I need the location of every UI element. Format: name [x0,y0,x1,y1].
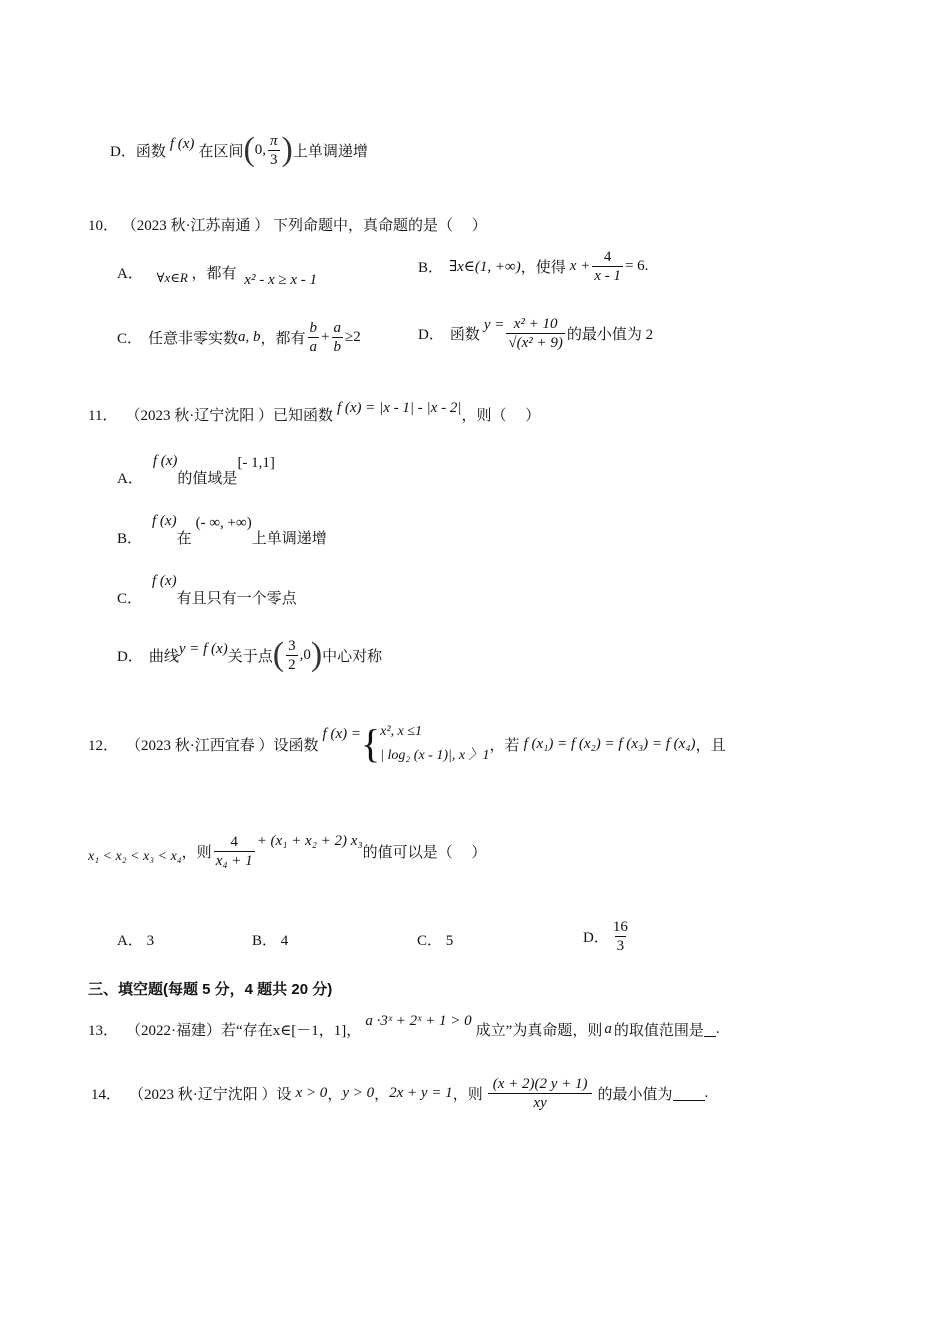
q11-option-b [117,512,327,548]
q14-end: . [704,1084,709,1101]
q11-func: f (x) = |x - 1| - |x - 2| [336,399,462,416]
q9-d-label: D． [110,143,136,160]
q9-option-d [110,128,368,172]
q11-source: （2023 秋·辽宁沈阳 ） [125,407,273,424]
q14-text-2: ，则 [452,1086,483,1103]
q11-b-interval: (- ∞, +∞) [195,515,252,531]
q13 [88,1012,720,1046]
q14-text-3: 的最小值为 [597,1086,673,1103]
q11-a-range: [- 1,1] [237,455,275,471]
q12-stem-2: ，若 [489,737,520,754]
q11-c-func: f (x) [152,573,177,589]
q10-stem-text: 下列命题中，真命题的是（ ） [273,218,487,234]
q12-frac-den: x₄ + 1 [215,852,253,869]
q12-equal-chain: f (x₁) = f (x₂) = f (x₃) = f (x₄) [523,735,696,752]
q12-cases [380,720,489,768]
q10-a-text: ，都有 [191,266,237,282]
q10-c-plus: + [321,328,330,345]
q10-c-ge: ≥2 [345,328,361,345]
q11-d-fraction [286,637,298,674]
right-paren: ) [310,636,323,673]
q12-case-1: x², x ≤1 [380,724,422,739]
q12-stem-5: 的值可以是（ ） [362,844,487,861]
q10-c-label: C． [117,330,143,347]
q11-b-label: B． [117,531,143,547]
q12-stem-line-2 [88,826,486,876]
q12-d-fraction [611,918,630,955]
right-paren: ) [281,131,293,168]
q12-d-num: 16 [612,918,628,935]
q12-stem-3: ，且 [695,737,726,754]
q14-den: xy [488,1093,592,1112]
q12-stem-4: ，则 [181,844,212,861]
q14-num: (x + 2)(2 y + 1) [492,1075,588,1092]
q10-d-fraction [506,315,565,352]
q11-option-c [117,572,297,608]
q12-order: x₁ < x₂ < x₃ < x₄ [88,849,182,864]
q10-c-a-den: b [333,338,342,355]
q11-option-a [117,452,275,488]
q14-answer-blank[interactable] [673,1086,705,1101]
q9-d-pi: π [270,132,278,149]
q10-c-b-num: b [309,319,318,336]
q11-d-point-right: ,0 [299,646,311,663]
q11-number: 11． [88,407,118,424]
q11-a-label: A． [117,471,143,487]
q13-set: x∈[－1，1] [272,1022,347,1039]
q12-option-d [583,914,632,958]
q13-end: . [715,1020,720,1037]
q10-d-num: x² + 10 [513,315,558,332]
q10-c-text-1: 任意非零实数 [148,330,239,347]
q12-d-den: 3 [616,937,625,954]
q10-b-fraction [592,248,623,285]
left-paren: ( [243,131,255,168]
q10-option-b [418,244,648,288]
q9-d-pi-over-3 [268,132,280,169]
q10-b-quant: ∃x∈(1, +∞) [449,258,521,275]
q10-b-end: . [644,257,649,274]
q13-text-4: 的取值范围是 [613,1022,704,1039]
q13-text-1: 若“存在 [221,1022,273,1039]
q10-c-b-den: a [309,338,318,355]
q10-c-frac-b-over-a [308,319,320,356]
q11-d-curve: y = f (x) [178,640,228,657]
q11-b-text-2: 上单调递增 [251,531,327,547]
q10-d-den: √(x² + 9) [508,334,563,351]
q9-d-text-3: 上单调递增 [292,143,368,160]
q14-sep2: ， [374,1086,390,1103]
q11-d-text-3: 中心对称 [322,648,383,665]
q14-fraction [487,1075,594,1112]
q10-b-label: B． [418,259,444,276]
q12-c-label: C． [417,933,443,949]
q10-number: 10． [88,218,119,234]
q10-a-quant: ∀x∈R [156,270,188,285]
q14-source: （2023 秋·辽宁沈阳 ） [129,1086,277,1103]
q13-text-2: ， [346,1022,362,1039]
q12-fraction [214,833,255,870]
q10-c-vars: a, b [238,328,261,345]
left-brace: { [360,721,381,766]
q10-b-text: ，使得 [520,259,566,276]
q11-d-text-2: 关于点 [227,648,273,665]
q14-c2: y > 0 [342,1084,375,1101]
q11-b-func: f (x) [152,513,177,529]
section-3-heading: 三、填空题(每题 5 分，4 题共 20 分) [88,981,333,998]
q10-d-text-2: 的最小值为 2 [566,326,654,343]
q14-c1: x > 0 [295,1084,328,1101]
q13-var: a [604,1020,612,1037]
q13-answer-blank[interactable] [704,1022,716,1037]
q14-number: 14． [91,1086,122,1103]
q10-a-label: A． [117,266,143,282]
q10-d-label: D． [418,326,444,343]
q11-stem-2: ，则（ ） [461,407,541,424]
q12-option-a [117,929,154,950]
q11-a-func: f (x) [152,453,178,469]
q9-d-text-1: 函数 [135,143,166,160]
q9-d-func: f (x) [169,135,195,152]
q10-stem [88,214,487,235]
q11-stem [88,398,540,430]
q11-d-text-1: 曲线 [148,648,179,665]
q9-d-three: 3 [270,151,278,168]
q10-c-text-2: ，都有 [260,330,306,347]
q10-option-c [117,313,361,361]
q12-option-b [252,929,288,950]
q12-a-value: 3 [146,933,155,949]
q12-d-label: D． [583,929,609,946]
q12-frac-num: 4 [230,833,238,850]
left-paren: ( [272,636,285,673]
q12-b-label: B． [252,933,278,949]
q10-c-frac-a-over-b [332,319,344,356]
q12-c-value: 5 [445,933,454,949]
q9-d-text-2: 在区间 [198,143,244,160]
q14 [91,1068,708,1118]
q11-c-text: 有且只有一个零点 [176,591,297,607]
q11-option-d [117,632,382,678]
q13-text-3: 成立”为真命题，则 [475,1022,603,1039]
q14-sep1: ， [327,1086,343,1103]
q12-number: 12． [88,737,119,754]
q13-source: （2022·福建） [126,1022,222,1039]
q10-b-expr-left: x + [569,257,591,274]
q10-source: （2023 秋·江苏南通 ） [121,218,270,234]
q11-b-text-1: 在 [176,531,192,547]
q12-stem [88,718,726,770]
q11-stem-1: 已知函数 [272,407,333,424]
q12-func: f (x) = [322,725,361,742]
q12-stem-1: 设函数 [273,737,319,754]
q10-b-den: x - 1 [594,267,621,284]
q13-number: 13． [88,1022,119,1039]
q10-option-a [117,262,317,288]
q10-a-expr: x² - x ≥ x - 1 [244,272,317,288]
q12-expr-tail: + (x₁ + x₂ + 2) x₃ [256,832,363,849]
q11-d-den: 2 [288,656,296,673]
q10-d-y: y = [483,316,505,333]
q12-case-2: | log₂ (x - 1)|, x 〉1 [380,748,490,763]
q12-source: （2023 秋·江西宜春 ） [126,737,274,754]
q9-d-interval-left: 0, [254,141,267,158]
q12-b-value: 4 [280,933,289,949]
q12-option-c [417,929,453,950]
q11-d-num: 3 [288,637,296,654]
q13-expr: a ·3ˣ + 2ˣ + 1 > 0 [365,1012,472,1029]
q12-a-label: A． [117,933,143,949]
q10-option-d [418,307,653,359]
q10-c-a-num: a [333,319,342,336]
q11-c-label: C． [117,591,143,607]
q11-d-label: D． [117,648,143,665]
q11-a-text: 的值域是 [177,471,238,487]
q10-b-expr-right: = 6 [624,257,645,274]
q10-d-text-1: 函数 [449,326,480,343]
q14-c3: 2x + y = 1 [389,1084,453,1101]
q10-b-num: 4 [603,248,612,265]
q14-text-1: 设 [276,1086,292,1103]
